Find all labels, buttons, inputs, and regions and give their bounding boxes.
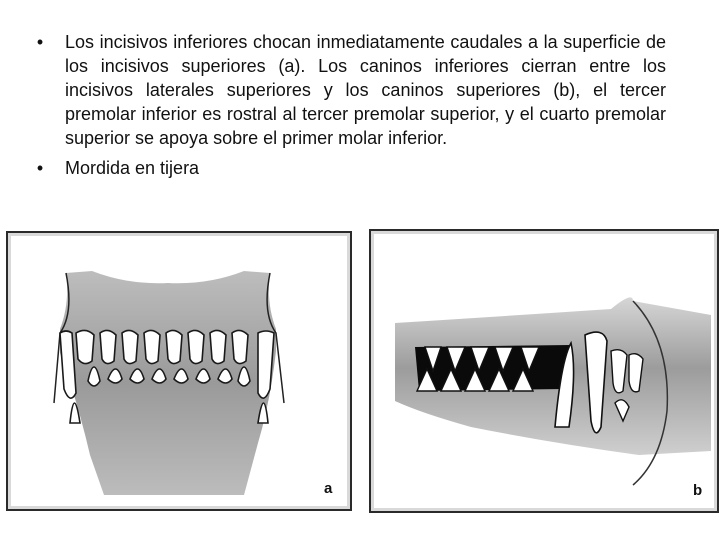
bullet-list xyxy=(30,30,666,186)
bullet-marker: • xyxy=(36,32,44,52)
bullet-item-occlusion xyxy=(30,30,666,150)
bullet-text-occlusion: Los incisivos inferiores chocan inmediatamente caudales a la superficie de los incisivos superiores (a). Los caninos inferiores cierran entre los incisivos laterales superiores y los caninos superiores (b), el tercer premolar inferior es rostral al tercer premolar superior, y el cuarto premolar superior se apoya sobre el primer molar inferior. xyxy=(65,32,666,148)
bullet-text-scissor-bite: Mordida en tijera xyxy=(65,158,200,178)
figure-label-a: a xyxy=(324,480,333,497)
figure-a-frontal-view xyxy=(6,231,352,511)
lateral-teeth-illustration xyxy=(371,231,717,511)
bullet-item-scissor-bite xyxy=(30,156,666,180)
figure-b-lateral-view xyxy=(369,229,719,513)
bullet-marker: • xyxy=(36,158,44,178)
figure-label-b: b xyxy=(693,482,703,499)
frontal-teeth-illustration xyxy=(8,233,350,509)
